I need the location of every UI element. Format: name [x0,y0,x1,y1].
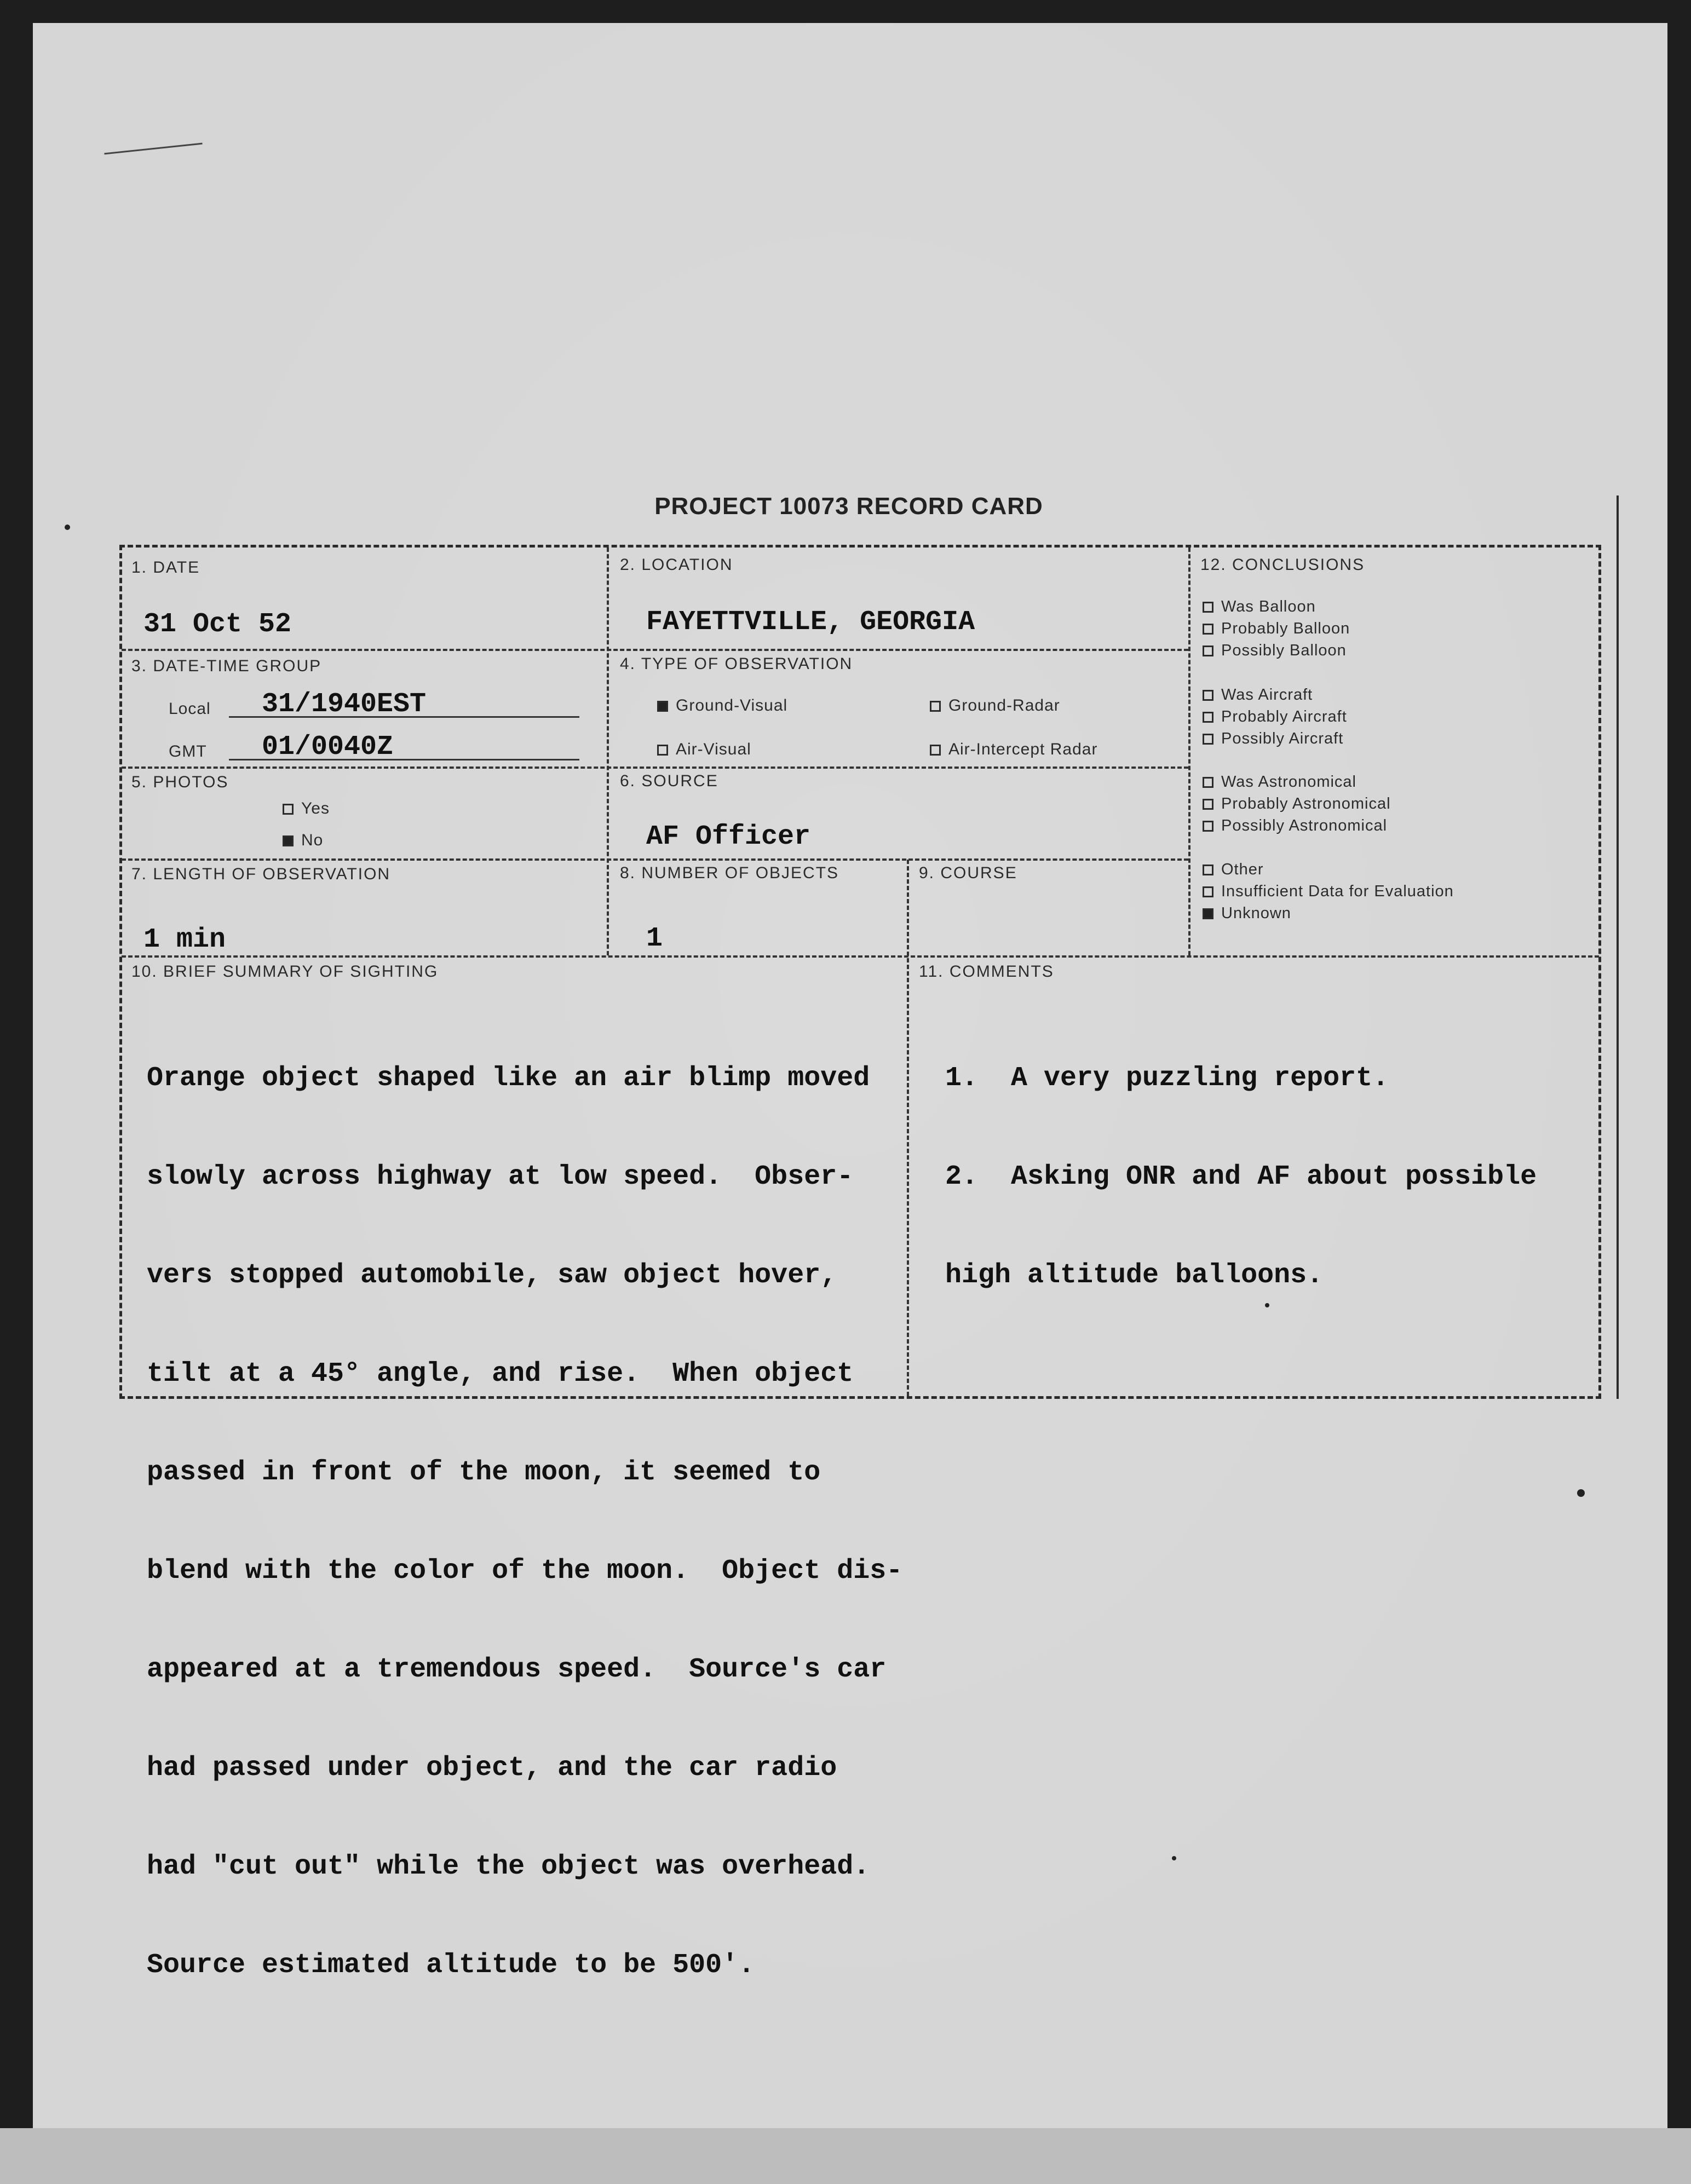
checkbox-icon [1203,865,1213,875]
scan-speck [65,525,70,530]
row-divider [122,649,1188,651]
photos-yes-label: Yes [301,799,330,817]
conclusion-option[interactable] [1203,598,1316,616]
card-edge-line [1617,495,1619,1399]
type-of-observation-label: 4. TYPE OF OBSERVATION [620,655,853,673]
photos-yes-option[interactable] [283,799,330,818]
conclusion-option-label: Possibly Astronomical [1221,817,1388,834]
air-visual-label: Air-Visual [676,740,751,758]
photos-label: 5. PHOTOS [131,773,229,791]
conclusion-option[interactable] [1203,686,1313,704]
conclusion-option[interactable] [1203,904,1291,923]
length-of-observation-value: 1 min [143,924,226,955]
checkbox-icon [1203,602,1213,613]
column-divider [907,860,909,1396]
conclusion-option-label: Probably Aircraft [1221,708,1347,725]
summary-line: had passed under object, and the car radio [147,1753,837,1784]
summary-line: passed in front of the moon, it seemed to [147,1457,821,1488]
checkbox-icon [1203,646,1213,656]
ground-radar-option[interactable] [930,696,1060,715]
checkbox-icon [1203,777,1213,788]
conclusion-option-label: Possibly Balloon [1221,642,1347,659]
checkbox-icon [1203,712,1213,723]
location-value: FAYETTVILLE, GEORGIA [646,607,975,638]
scan-speck [1577,1489,1585,1497]
conclusion-option-label: Probably Balloon [1221,620,1350,637]
conclusion-option[interactable] [1203,861,1264,879]
summary-line: tilt at a 45° angle, and rise. When object [147,1358,854,1390]
conclusion-option-label: Probably Astronomical [1221,795,1391,812]
checkbox-checked-icon [283,835,294,846]
checkbox-checked-icon [657,701,668,712]
number-of-objects-value: 1 [646,923,663,954]
conclusion-option-label: Was Balloon [1221,598,1316,615]
row-divider [122,955,1599,958]
date-value: 31 Oct 52 [143,609,292,640]
checkbox-icon [1203,690,1213,701]
source-label: 6. SOURCE [620,772,718,790]
checkbox-icon [930,701,941,712]
date-time-group-label: 3. DATE-TIME GROUP [131,657,322,675]
conclusion-option-label: Other [1221,861,1264,878]
conclusion-option[interactable] [1203,708,1347,726]
conclusion-option-label: Was Astronomical [1221,773,1356,791]
length-of-observation-label: 7. LENGTH OF OBSERVATION [131,865,391,883]
conclusion-option-label: Unknown [1221,904,1291,922]
conclusion-option[interactable] [1203,883,1454,901]
ground-radar-label: Ground-Radar [948,696,1060,714]
location-label: 2. LOCATION [620,556,733,574]
number-of-objects-label: 8. NUMBER OF OBJECTS [620,864,839,882]
gmt-time-underline [229,759,579,760]
air-intercept-radar-label: Air-Intercept Radar [948,740,1098,758]
conclusions-label: 12. CONCLUSIONS [1200,556,1365,574]
conclusion-option[interactable] [1203,795,1391,813]
summary-line: had "cut out" while the object was overhead. [147,1851,870,1882]
gmt-time-label: GMT [169,742,207,760]
date-label: 1. DATE [131,558,200,577]
summary-text [147,996,902,2015]
ground-visual-option[interactable] [657,696,787,715]
gmt-time-value: 01/0040Z [262,731,394,763]
scan-speck [1172,1856,1176,1860]
air-intercept-radar-option[interactable] [930,740,1097,759]
conclusion-option[interactable] [1203,817,1387,835]
air-visual-option[interactable] [657,740,751,759]
summary-line: slowly across highway at low speed. Obser- [147,1161,854,1192]
summary-line: Source estimated altitude to be 500'. [147,1950,755,1981]
ground-visual-label: Ground-Visual [676,696,788,714]
summary-line: appeared at a tremendous speed. Source's car [147,1654,887,1685]
conclusion-option[interactable] [1203,730,1343,748]
row-divider [122,858,1188,861]
checkbox-icon [283,804,294,815]
checkbox-icon [657,745,668,756]
photos-no-label: No [301,831,324,849]
course-label: 9. COURSE [919,864,1017,882]
source-value: AF Officer [646,821,811,852]
conclusion-option-label: Possibly Aircraft [1221,730,1344,747]
summary-label: 10. BRIEF SUMMARY OF SIGHTING [131,963,439,981]
summary-line: vers stopped automobile, saw object hover, [147,1260,837,1291]
checkbox-icon [1203,821,1213,832]
comments-text [945,996,1537,1325]
local-time-value: 31/1940EST [262,689,427,720]
conclusion-option[interactable] [1203,642,1347,660]
comment-line: 1. A very puzzling report. [945,1063,1389,1094]
checkbox-icon [1203,624,1213,635]
checkbox-icon [930,745,941,756]
local-time-label: Local [169,700,211,718]
card-title: PROJECT 10073 RECORD CARD [654,493,1043,520]
checkbox-icon [1203,886,1213,897]
conclusion-option-label: Insufficient Data for Evaluation [1221,883,1454,900]
checkbox-icon [1203,734,1213,745]
summary-line: blend with the color of the moon. Object dis- [147,1555,903,1587]
column-divider [607,548,609,955]
checkbox-icon [1203,799,1213,810]
checkbox-checked-icon [1203,908,1213,919]
row-divider [122,767,1188,769]
photos-no-option[interactable] [283,831,323,850]
scan-bottom-edge [0,2128,1691,2184]
comments-label: 11. COMMENTS [919,963,1054,981]
comment-line: high altitude balloons. [945,1260,1324,1291]
local-time-underline [229,716,579,718]
conclusion-option[interactable] [1203,773,1356,791]
conclusion-option-label: Was Aircraft [1221,686,1313,704]
comment-line: 2. Asking ONR and AF about possible [945,1161,1537,1192]
summary-line: Orange object shaped like an air blimp moved [147,1063,870,1094]
conclusion-option[interactable] [1203,620,1350,638]
column-divider [1188,548,1190,955]
